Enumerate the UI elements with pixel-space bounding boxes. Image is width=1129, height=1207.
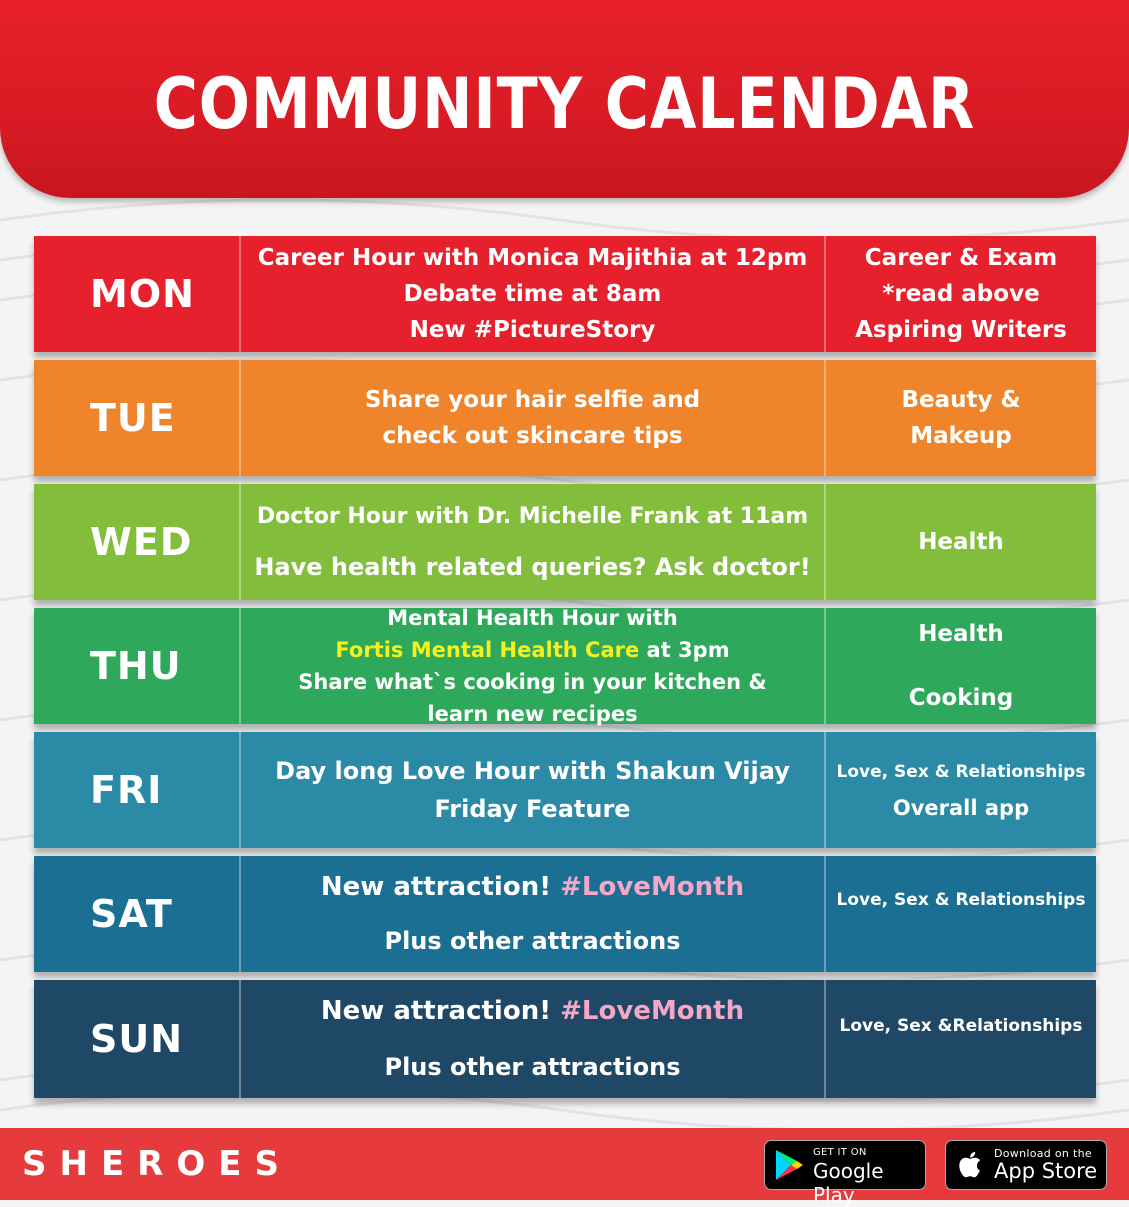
event-line: [321, 860, 744, 914]
events-cell: [241, 856, 824, 972]
brand-logo: SHEROES: [22, 1144, 292, 1184]
hashtag-highlight: #LoveMonth: [560, 996, 745, 1026]
google-play-label: Google Play: [813, 1159, 884, 1207]
category-line: Love, Sex & Relationships: [836, 890, 1086, 910]
categories-cell: [826, 732, 1096, 848]
apple-icon: [956, 1148, 986, 1182]
page-title: COMMUNITY CALENDAR: [153, 63, 976, 145]
event-line: Plus other attractions: [384, 927, 681, 955]
row-monday: [34, 236, 1096, 352]
category-line: Health: [918, 621, 1004, 647]
event-line: Day long Love Hour with Shakun Vijay: [275, 757, 790, 785]
event-line: Doctor Hour with Dr. Michelle Frank at 11am: [256, 504, 809, 529]
day-label: WED: [90, 520, 193, 564]
categories-cell: [826, 856, 1096, 972]
category-line: Beauty &: [901, 387, 1021, 413]
google-play-button[interactable]: [764, 1140, 926, 1207]
event-line: [335, 634, 729, 666]
category-line: Love, Sex & Relationships: [836, 762, 1086, 782]
event-prefix: New attraction!: [320, 872, 561, 902]
category-line: Career & Exam: [864, 245, 1058, 271]
row-thursday: [34, 608, 1096, 724]
events-cell: [241, 236, 824, 352]
category-line: Makeup: [910, 423, 1012, 449]
hashtag-highlight: #LoveMonth: [560, 872, 745, 902]
events-cell: [241, 608, 824, 724]
events-cell: [241, 732, 824, 848]
categories-cell: [826, 608, 1096, 724]
row-saturday: [34, 856, 1096, 972]
row-tuesday: [34, 360, 1096, 476]
app-store-button[interactable]: [945, 1140, 1107, 1190]
category-line: Health: [918, 529, 1004, 555]
category-line: Cooking: [908, 685, 1014, 711]
categories-cell: [826, 236, 1096, 352]
event-line: Debate time at 8am: [403, 281, 662, 307]
event-line: [321, 983, 744, 1039]
event-line: Mental Health Hour with: [387, 606, 678, 630]
day-label: SAT: [90, 892, 173, 936]
google-play-icon: [773, 1148, 805, 1182]
event-prefix: New attraction!: [320, 996, 561, 1026]
event-line: learn new recipes: [427, 702, 638, 726]
category-line: *read above: [882, 281, 1040, 307]
row-friday: [34, 732, 1096, 848]
category-line: Overall app: [892, 796, 1030, 820]
events-cell: [241, 484, 824, 600]
event-time: at 3pm: [639, 638, 730, 662]
row-wednesday: [34, 484, 1096, 600]
day-label: FRI: [90, 768, 163, 812]
event-line: Share your hair selfie and: [364, 387, 701, 413]
event-line: New #PictureStory: [409, 317, 656, 343]
categories-cell: [826, 980, 1096, 1098]
categories-cell: [826, 360, 1096, 476]
footer-bar: [0, 1128, 1129, 1207]
event-line: check out skincare tips: [382, 423, 683, 449]
header-banner: [0, 0, 1129, 198]
partner-highlight: Fortis Mental Health Care: [335, 638, 640, 662]
day-label: SUN: [90, 1017, 184, 1061]
row-sunday: [34, 980, 1096, 1098]
app-store-small-text: Download on the: [994, 1147, 1092, 1160]
event-line: Friday Feature: [434, 795, 631, 823]
event-line: Career Hour with Monica Majithia at 12pm: [257, 245, 808, 271]
event-line: Have health related queries? Ask doctor!: [254, 553, 811, 581]
event-line: Share what`s cooking in your kitchen &: [298, 670, 767, 694]
events-cell: [241, 360, 824, 476]
event-line: Plus other attractions: [384, 1053, 681, 1081]
category-line: Aspiring Writers: [855, 317, 1067, 343]
events-cell: [241, 980, 824, 1098]
category-line: Love, Sex &Relationships: [839, 1016, 1083, 1036]
day-label: TUE: [90, 396, 176, 440]
day-label: THU: [90, 644, 182, 688]
calendar-table: [34, 236, 1096, 1098]
google-play-small-text: GET IT ON: [813, 1147, 867, 1158]
categories-cell: [826, 484, 1096, 600]
day-label: MON: [90, 272, 195, 316]
app-store-label: App Store: [994, 1159, 1098, 1183]
